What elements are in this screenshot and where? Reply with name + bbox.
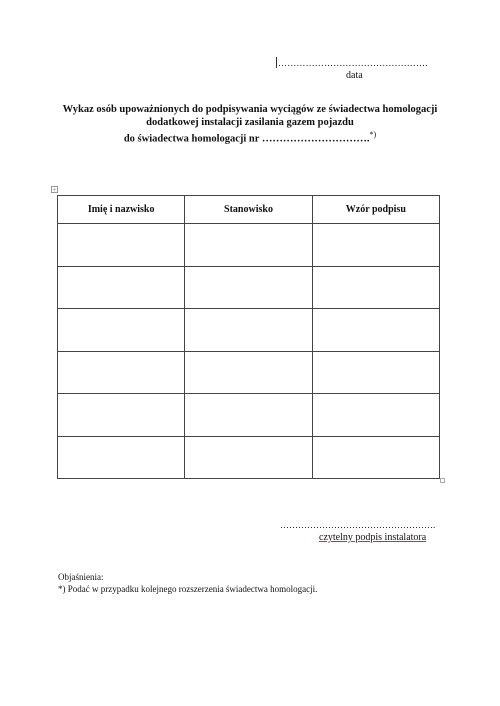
table-cell[interactable] <box>185 351 312 394</box>
table-cell[interactable] <box>312 351 439 394</box>
table-row <box>58 309 440 352</box>
notes-title: Objaśnienia: <box>58 572 104 582</box>
table-cell[interactable] <box>185 224 312 267</box>
table-cell[interactable] <box>185 394 312 437</box>
date-label: data <box>346 70 363 81</box>
title-line-2: dodatkowej instalacji zasilania gazem pojazdu <box>146 116 354 128</box>
notes-text: *) Podać w przypadku kolejnego rozszerzenia świadectwa homologacji. <box>58 584 318 594</box>
table-row <box>58 224 440 267</box>
table-cell[interactable] <box>58 351 185 394</box>
column-header-name: Imię i nazwisko <box>58 196 185 224</box>
table-cell[interactable] <box>185 436 312 479</box>
signature-field-dots[interactable]: ……………………………………………. <box>280 520 436 530</box>
table-cell[interactable] <box>58 394 185 437</box>
table-cell[interactable] <box>185 309 312 352</box>
title-line-1: Wykaz osób upoważnionych do podpisywania wyciągów ze świadectwa homologacji <box>62 104 438 115</box>
date-field-dots[interactable]: …………………………………………. <box>278 58 428 68</box>
table-row <box>58 266 440 309</box>
signature-label: czytelny podpis instalatora <box>319 532 427 543</box>
title-line-3-text: do świadectwa homologacji nr …………………………. <box>123 133 370 145</box>
table-row <box>58 351 440 394</box>
text-cursor <box>276 57 277 68</box>
table-cell[interactable] <box>312 309 439 352</box>
table-row <box>58 436 440 479</box>
column-header-signature: Wzór podpisu <box>312 196 439 224</box>
table-cell[interactable] <box>185 266 312 309</box>
table-header-row <box>58 196 440 224</box>
footnote-mark: *) <box>369 130 377 139</box>
document-title <box>40 104 460 146</box>
table-cell[interactable] <box>58 266 185 309</box>
table-cell[interactable] <box>312 224 439 267</box>
table-cell[interactable] <box>312 266 439 309</box>
table-cell[interactable] <box>58 309 185 352</box>
signatures-table <box>57 195 440 479</box>
column-header-position: Stanowisko <box>185 196 312 224</box>
table-move-handle-icon[interactable]: + <box>52 186 57 194</box>
table-cell[interactable] <box>58 436 185 479</box>
table-row <box>58 394 440 437</box>
table-cell[interactable] <box>58 224 185 267</box>
table-cell[interactable] <box>312 394 439 437</box>
title-line-3 <box>40 129 460 146</box>
table-cell[interactable] <box>312 436 439 479</box>
table-resize-handle-icon[interactable] <box>440 478 445 483</box>
